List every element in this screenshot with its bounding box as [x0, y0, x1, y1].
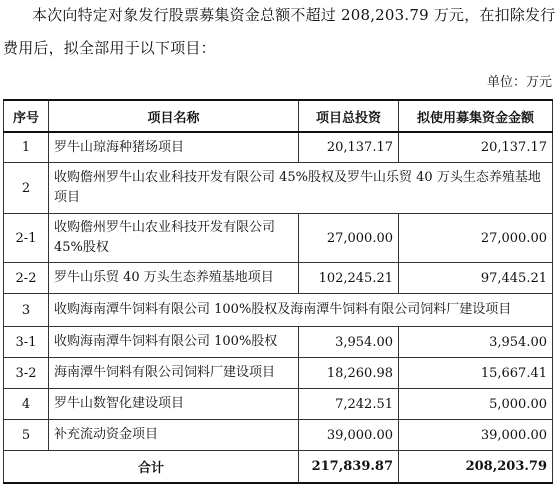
table-header-row	[4, 100, 553, 132]
row-total-investment: 18,260.98	[299, 358, 399, 389]
row-no: 3-1	[4, 327, 49, 358]
table-row	[4, 358, 553, 389]
table-row	[4, 132, 553, 163]
table-row	[4, 389, 553, 420]
row-total-investment: 3,954.00	[299, 327, 399, 358]
header-raised-funds: 拟使用募集资金金额	[399, 100, 553, 132]
row-project-name: 收购儋州罗牛山农业科技开发有限公司 45%股权	[49, 214, 299, 263]
total-row	[4, 451, 553, 484]
row-project-name: 收购海南潭牛饲料有限公司 100%股权及海南潭牛饲料有限公司饲料厂建设项目	[49, 294, 553, 327]
intro-line-2: 费用后，拟全部用于以下项目：	[3, 39, 216, 57]
table-row	[4, 214, 553, 263]
raised-funds-sum: 208,203.79	[399, 451, 553, 484]
row-total-investment: 7,242.51	[299, 389, 399, 420]
row-project-name: 罗牛山琼海种猪场项目	[49, 132, 299, 163]
row-project-name: 补充流动资金项目	[49, 420, 299, 451]
header-total-investment: 项目总投资	[299, 100, 399, 132]
row-raised-funds: 27,000.00	[399, 214, 553, 263]
row-no: 2	[4, 163, 49, 214]
projects-table	[3, 99, 553, 484]
total-investment-sum: 217,839.87	[299, 451, 399, 484]
row-total-investment: 20,137.17	[299, 132, 399, 163]
table-row	[4, 263, 553, 294]
row-project-name: 海南潭牛饲料有限公司饲料厂建设项目	[49, 358, 299, 389]
row-project-name: 罗牛山乐贸 40 万头生态养殖基地项目	[49, 263, 299, 294]
row-no: 3	[4, 294, 49, 327]
row-no: 4	[4, 389, 49, 420]
row-raised-funds: 5,000.00	[399, 389, 553, 420]
row-no: 3-2	[4, 358, 49, 389]
row-no: 1	[4, 132, 49, 163]
row-total-investment: 102,245.21	[299, 263, 399, 294]
row-raised-funds: 39,000.00	[399, 420, 553, 451]
total-label: 合计	[4, 451, 299, 484]
header-no: 序号	[4, 100, 49, 132]
row-project-name: 罗牛山数智化建设项目	[49, 389, 299, 420]
unit-label: 单位：万元	[486, 75, 552, 90]
row-project-name: 收购海南潭牛饲料有限公司 100%股权	[49, 327, 299, 358]
row-total-investment: 39,000.00	[299, 420, 399, 451]
table-row	[4, 327, 553, 358]
row-no: 5	[4, 420, 49, 451]
intro-paragraph	[0, 0, 556, 63]
row-no: 2-1	[4, 214, 49, 263]
row-total-investment: 27,000.00	[299, 214, 399, 263]
table-row	[4, 294, 553, 327]
row-project-name: 收购儋州罗牛山农业科技开发有限公司 45%股权及罗牛山乐贸 40 万头生态养殖基地项目	[49, 163, 553, 214]
row-raised-funds: 15,667.41	[399, 358, 553, 389]
intro-line-1: 本次向特定对象发行股票募集资金总额不超过 208,203.79 万元，在扣除发行	[32, 6, 556, 24]
row-raised-funds: 3,954.00	[399, 327, 553, 358]
header-project-name: 项目名称	[49, 100, 299, 132]
table-row	[4, 163, 553, 214]
row-no: 2-2	[4, 263, 49, 294]
row-raised-funds: 97,445.21	[399, 263, 553, 294]
table-row	[4, 420, 553, 451]
row-raised-funds: 20,137.17	[399, 132, 553, 163]
